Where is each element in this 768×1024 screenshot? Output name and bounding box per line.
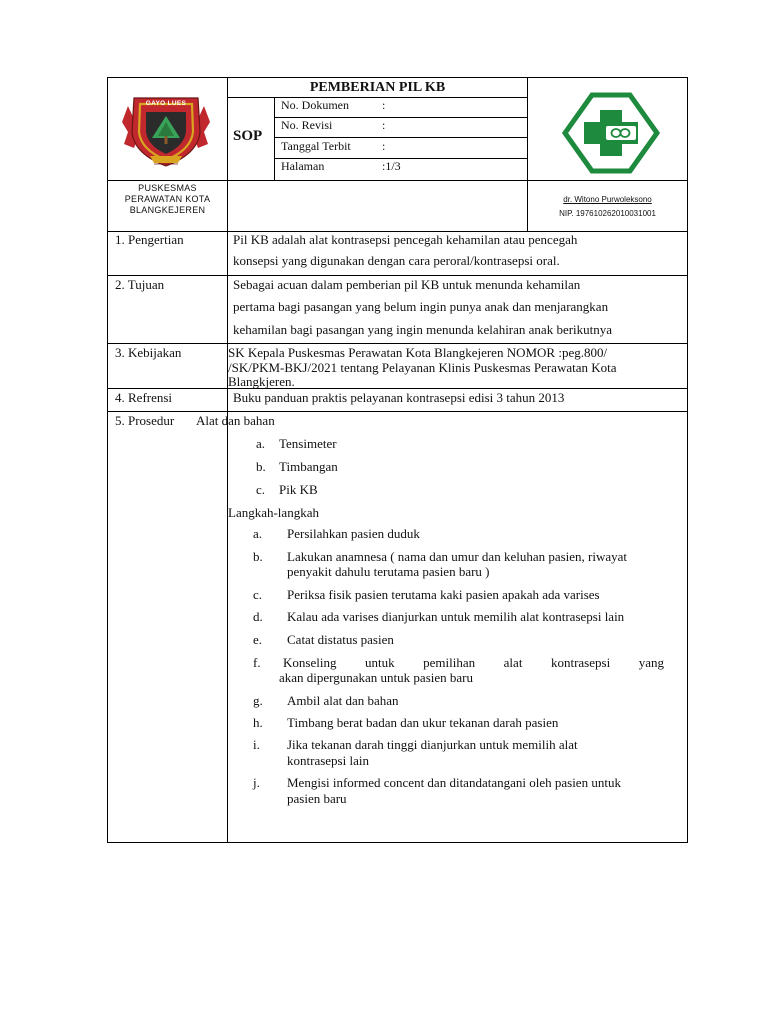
langkah-marker: c.: [253, 587, 263, 602]
referensi-text: Buku panduan praktis pelayanan kontrasepsi edisi 3 tahun 2013: [233, 390, 565, 405]
section-label-tujuan: 2. Tujuan: [115, 277, 165, 292]
langkah-heading: Langkah-langkah: [228, 505, 319, 520]
langkah-item: pasien baru: [287, 791, 347, 806]
langkah-marker: h.: [253, 715, 263, 730]
puskesmas-logo-icon: [562, 92, 660, 174]
langkah-item: Konseling untuk pemilihan alat kontrasepsi yang: [283, 655, 664, 670]
signatory-name: dr. Witono Purwoleksono: [563, 195, 652, 204]
langkah-marker: f.: [253, 655, 261, 670]
section-label-kebijakan: 3. Kebijakan: [115, 345, 182, 360]
pengertian-line: Pil KB adalah alat kontrasepsi pencegah kehamilan atau pencegah: [233, 232, 578, 247]
section-label-prosedur: 5. Prosedur: [115, 413, 175, 428]
alat-heading: Alat dan bahan: [196, 413, 275, 428]
langkah-marker: b.: [253, 549, 263, 564]
meta-value-revisi: :: [382, 118, 386, 132]
meta-value-dokumen: :: [382, 98, 386, 112]
meta-label-tanggal: Tanggal Terbit: [281, 139, 351, 153]
meta-label-revisi: No. Revisi: [281, 118, 333, 132]
section-label-referensi: 4. Refrensi: [115, 390, 173, 405]
kebijakan-line: SK Kepala Puskesmas Perawatan Kota Blangkejeren NOMOR :peg.800/: [228, 345, 608, 360]
langkah-item: akan dipergunakan untuk pasien baru: [279, 670, 473, 685]
regency-emblem-icon: [120, 92, 212, 170]
signatory-nip: NIP. 197610262010031001: [559, 209, 656, 218]
langkah-marker: e.: [253, 632, 263, 647]
langkah-item: Mengisi informed concent dan ditandatangani oleh pasien untuk: [287, 775, 621, 790]
sop-label: SOP: [233, 128, 263, 144]
langkah-marker: g.: [253, 693, 263, 708]
langkah-item: kontrasepsi lain: [287, 753, 369, 768]
langkah-item: Periksa fisik pasien terutama kaki pasien apakah ada varises: [287, 587, 600, 602]
alat-marker: c.: [256, 482, 266, 497]
langkah-item: Lakukan anamnesa ( nama dan umur dan keluhan pasien, riwayat: [287, 549, 628, 564]
alat-item: Timbangan: [279, 459, 338, 474]
langkah-item: Kalau ada varises dianjurkan untuk memilih alat kontrasepsi lain: [287, 609, 625, 624]
tujuan-line: pertama bagi pasangan yang belum ingin punya anak dan menjarangkan: [233, 299, 609, 314]
kebijakan-line: Blangkjeren.: [228, 374, 295, 389]
meta-value-tanggal: :: [382, 139, 386, 153]
langkah-item: Timbang berat badan dan ukur tekanan darah pasien: [287, 715, 559, 730]
meta-value-halaman: :1/3: [382, 159, 401, 173]
section-label-pengertian: 1. Pengertian: [115, 232, 184, 247]
langkah-marker: d.: [253, 609, 263, 624]
langkah-marker: j.: [253, 775, 260, 790]
langkah-item: Ambil alat dan bahan: [287, 693, 399, 708]
meta-label-halaman: Halaman: [281, 159, 325, 173]
kebijakan-line: /SK/PKM-BKJ/2021 tentang Pelayanan Klinis Puskesmas Perawatan Kota: [228, 360, 617, 375]
langkah-item: Catat distatus pasien: [287, 632, 394, 647]
langkah-item: Persilahkan pasien duduk: [287, 526, 420, 541]
alat-item: Tensimeter: [279, 436, 337, 451]
pengertian-line: konsepsi yang digunakan dengan cara peroral/kontrasepsi oral.: [233, 253, 560, 268]
langkah-marker: a.: [253, 526, 263, 541]
langkah-marker: i.: [253, 737, 260, 752]
document-title: PEMBERIAN PIL KB: [309, 80, 446, 95]
organization-name: PUSKESMAS PERAWATAN KOTA BLANGKEJEREN: [124, 183, 211, 215]
tujuan-line: kehamilan bagi pasangan yang ingin menunda kelahiran anak berikutnya: [233, 322, 613, 337]
alat-marker: a.: [256, 436, 266, 451]
meta-label-dokumen: No. Dokumen: [281, 98, 349, 112]
alat-item: Pik KB: [279, 482, 318, 497]
alat-marker: b.: [256, 459, 266, 474]
emblem-caption: GAYO LUES: [145, 100, 187, 107]
langkah-item: penyakit dahulu terutama pasien baru ): [287, 564, 490, 579]
tujuan-line: Sebagai acuan dalam pemberian pil KB untuk menunda kehamilan: [233, 277, 581, 292]
langkah-item: Jika tekanan darah tinggi dianjurkan untuk memilih alat: [287, 737, 578, 752]
